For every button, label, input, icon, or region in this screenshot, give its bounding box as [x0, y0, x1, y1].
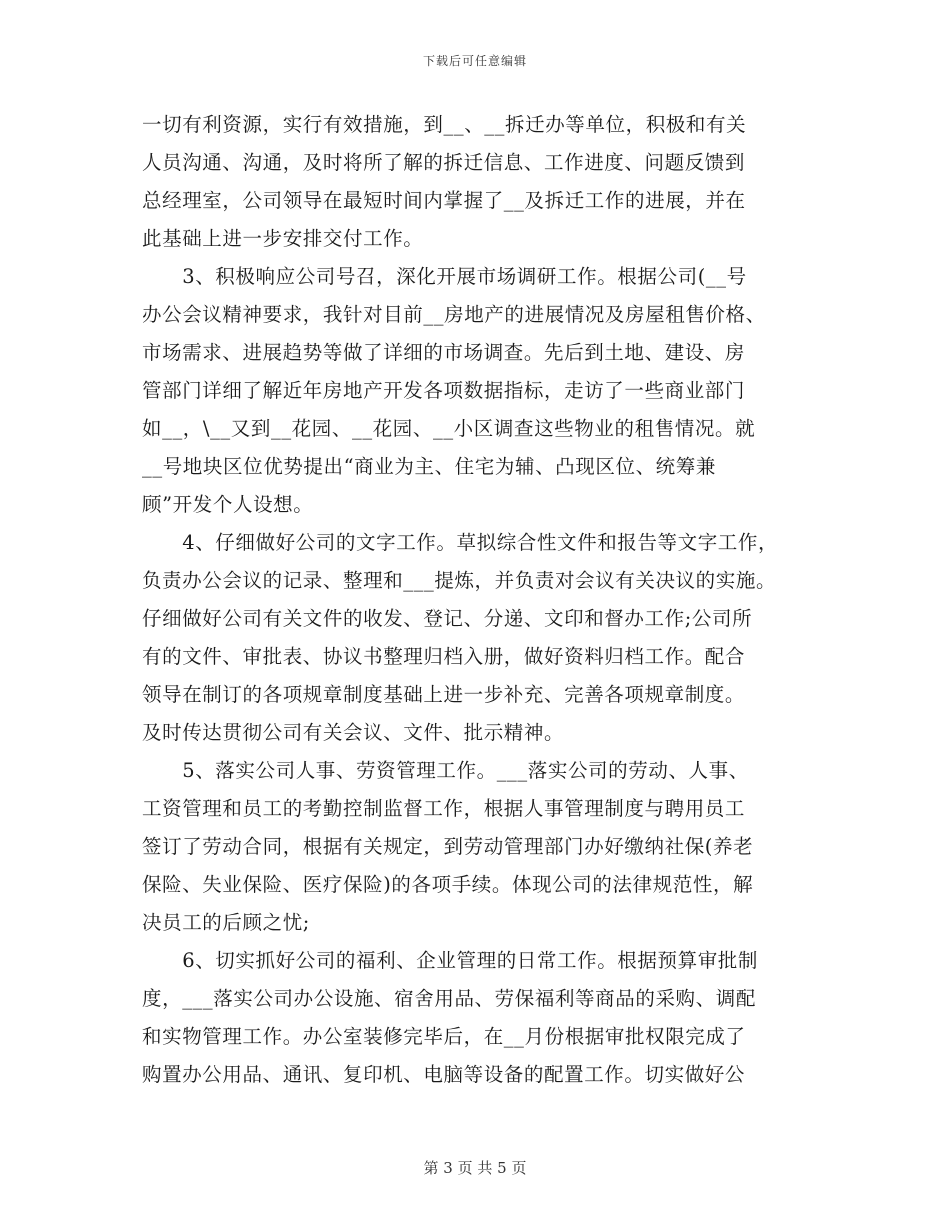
body-line: 人员沟通、沟通，及时将所了解的拆迁信息、工作进度、问题反馈到 [142, 151, 746, 174]
body-line: 决员工的后顾之忧; [142, 911, 310, 934]
body-line: 工资管理和员工的考勤控制监督工作，根据人事管理制度与聘用员工 [142, 797, 746, 820]
body-line: 度，___落实公司办公设施、宿舍用品、劳保福利等商品的采购、调配 [142, 987, 756, 1010]
body-line: 购置办公用品、通讯、复印机、电脑等设备的配置工作。切实做好公 [142, 1063, 746, 1086]
body-line: 管部门详细了解近年房地产开发各项数据指标，走访了一些商业部门 [142, 379, 746, 402]
page-number: 第 3 页 共 5 页 [423, 1159, 527, 1177]
body-line: 及时传达贯彻公司有关会议、文件、批示精神。 [142, 721, 565, 744]
body-line: 仔细做好公司有关文件的收发、登记、分递、文印和督办工作;公司所 [142, 607, 753, 630]
body-line: 此基础上进一步安排交付工作。 [142, 227, 424, 250]
document-body [142, 106, 822, 1094]
body-line: 一切有利资源，实行有效措施，到__、__拆迁办等单位，积极和有关 [142, 113, 747, 136]
page-header: 下载后可任意编辑 [422, 54, 527, 68]
body-line: 办公会议精神要求，我针对目前__房地产的进展情况及房屋租售价格、 [142, 303, 766, 326]
body-line: 总经理室，公司领导在最短时间内掌握了__及拆迁工作的进展，并在 [142, 189, 746, 212]
body-line: __号地块区位优势提出“商业为主、住宅为辅、凸现区位、统筹兼 [142, 455, 716, 478]
body-line: 市场需求、进展趋势等做了详细的市场调查。先后到土地、建设、房 [142, 341, 746, 364]
body-line: 4、仔细做好公司的文字工作。草拟综合性文件和报告等文字工作， [142, 531, 779, 554]
body-line: 和实物管理工作。办公室装修完毕后，在__月份根据审批权限完成了 [142, 1025, 746, 1048]
body-line: 有的文件、审批表、协议书整理归档入册，做好资料归档工作。配合 [142, 645, 746, 668]
body-line: 签订了劳动合同，根据有关规定，到劳动管理部门办好缴纳社保(养老 [142, 835, 754, 858]
body-line: 保险、失业保险、医疗保险)的各项手续。体现公司的法律规范性，解 [142, 873, 754, 896]
body-line: 5、落实公司人事、劳资管理工作。___落实公司的劳动、人事、 [142, 759, 749, 782]
body-line: 3、积极响应公司号召，深化开展市场调研工作。根据公司(__号 [142, 265, 747, 288]
body-line: 领导在制订的各项规章制度基础上进一步补充、完善各项规章制度。 [142, 683, 746, 706]
body-line: 6、切实抓好公司的福利、企业管理的日常工作。根据预算审批制 [142, 949, 759, 972]
body-line: 负责办公会议的记录、整理和___提炼，并负责对会议有关决议的实施。 [142, 569, 777, 592]
body-line: 顾”开发个人设想。 [142, 493, 314, 516]
body-line: 如__，\__又到__花园、__花园、__小区调查这些物业的租售情况。就 [142, 417, 756, 440]
